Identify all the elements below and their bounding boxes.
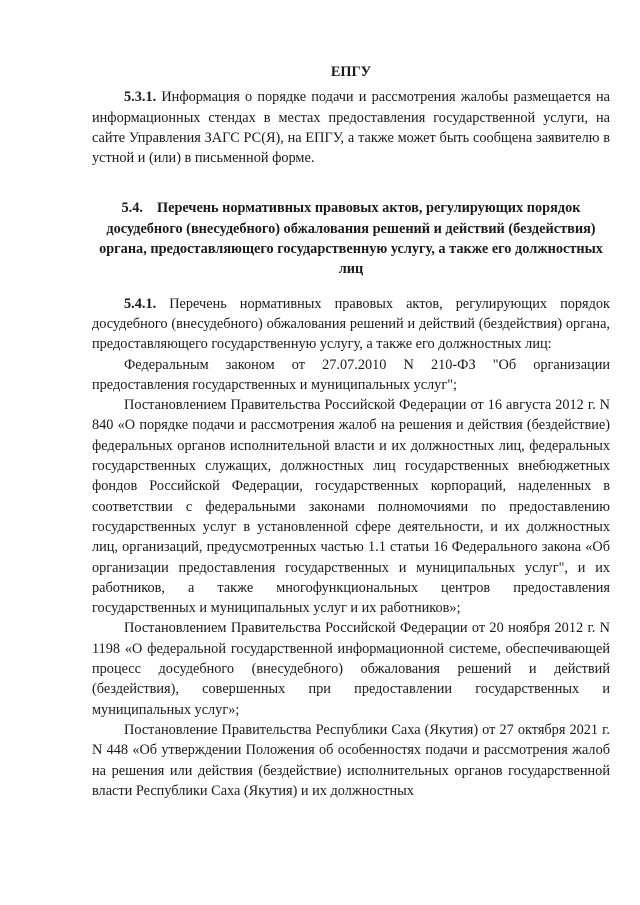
paragraph-number: 5.4.1. (124, 295, 157, 312)
paragraph-decree-448: Постановление Правительства Республики Саха (Якутия) от 27 октября 2021 г. N 448 «Об утверждении Положения об особенностях подачи и рассмотрения жалоб на решения или действия (бездействие) исполнительных органов государственной власти Республики Саха (Якутия) и их должностных (92, 721, 610, 799)
paragraph-5-4-1 (92, 294, 610, 355)
paragraph-decree-840: Постановлением Правительства Российской Федерации от 16 августа 2012 г. N 840 «О порядке подачи и рассмотрения жалоб на решения и действия (бездействие) федеральных органов исполнительной власти и их должностных лиц, федеральных государственных служащих, должностных лиц государственных внебюджетных фондов Российской Федерации, государственных корпораций, наделенных в соответствии с федеральными законами полномочиями по предоставлению государственных услуг в установленной сфере деятельности, и их должностных лиц, организаций, предусмотренных частью 1.1 статьи 16 Федерального закона «Об организации предоставления государственных и муниципальных услуг", и их работников, а также многофункциональных центров предоставления государственных и муниципальных услуг и их работников»; (92, 397, 610, 617)
section-title: Перечень нормативных правовых актов, регулирующих порядок досудебного (внесудебного) обжалования решений и действий (бездействия) органа, предоставляющего государственную услугу, а также его должностных лиц (99, 200, 603, 278)
paragraph-text: Информация о порядке подачи и рассмотрения жалобы размещается на информационных стендах в местах предоставления государственной услуги, на сайте Управления ЗАГС РС(Я), на ЕПГУ, а также может быть сообщена заявителю в устной и (или) в письменной форме. (92, 89, 610, 167)
paragraph-decree-1198: Постановлением Правительства Российской Федерации от 20 ноября 2012 г. N 1198 «О федеральной государственной информационной системе, обеспечивающей процесс досудебного (внесудебного) обжалования решений и действий (бездействия), совершенных при предоставлении государственных и муниципальных услуг»; (92, 620, 610, 718)
paragraph-5-3-1 (92, 87, 610, 168)
paragraph-text: Перечень нормативных правовых актов, регулирующих порядок досудебного (внесудебного) обжалования решений и действий (бездействия) органа, предоставляющего государственную услугу, а также его должностных лиц: (92, 295, 610, 353)
paragraph-law-210: Федеральным законом от 27.07.2010 N 210-ФЗ "Об организации предоставления государственных и муниципальных услуг"; (92, 356, 610, 393)
spacer (92, 168, 610, 188)
paragraph-number: 5.3.1. (124, 89, 157, 106)
section-number: 5.4. (121, 200, 143, 217)
section-heading-5-4 (92, 198, 610, 279)
page-header: ЕПГУ (330, 64, 372, 80)
